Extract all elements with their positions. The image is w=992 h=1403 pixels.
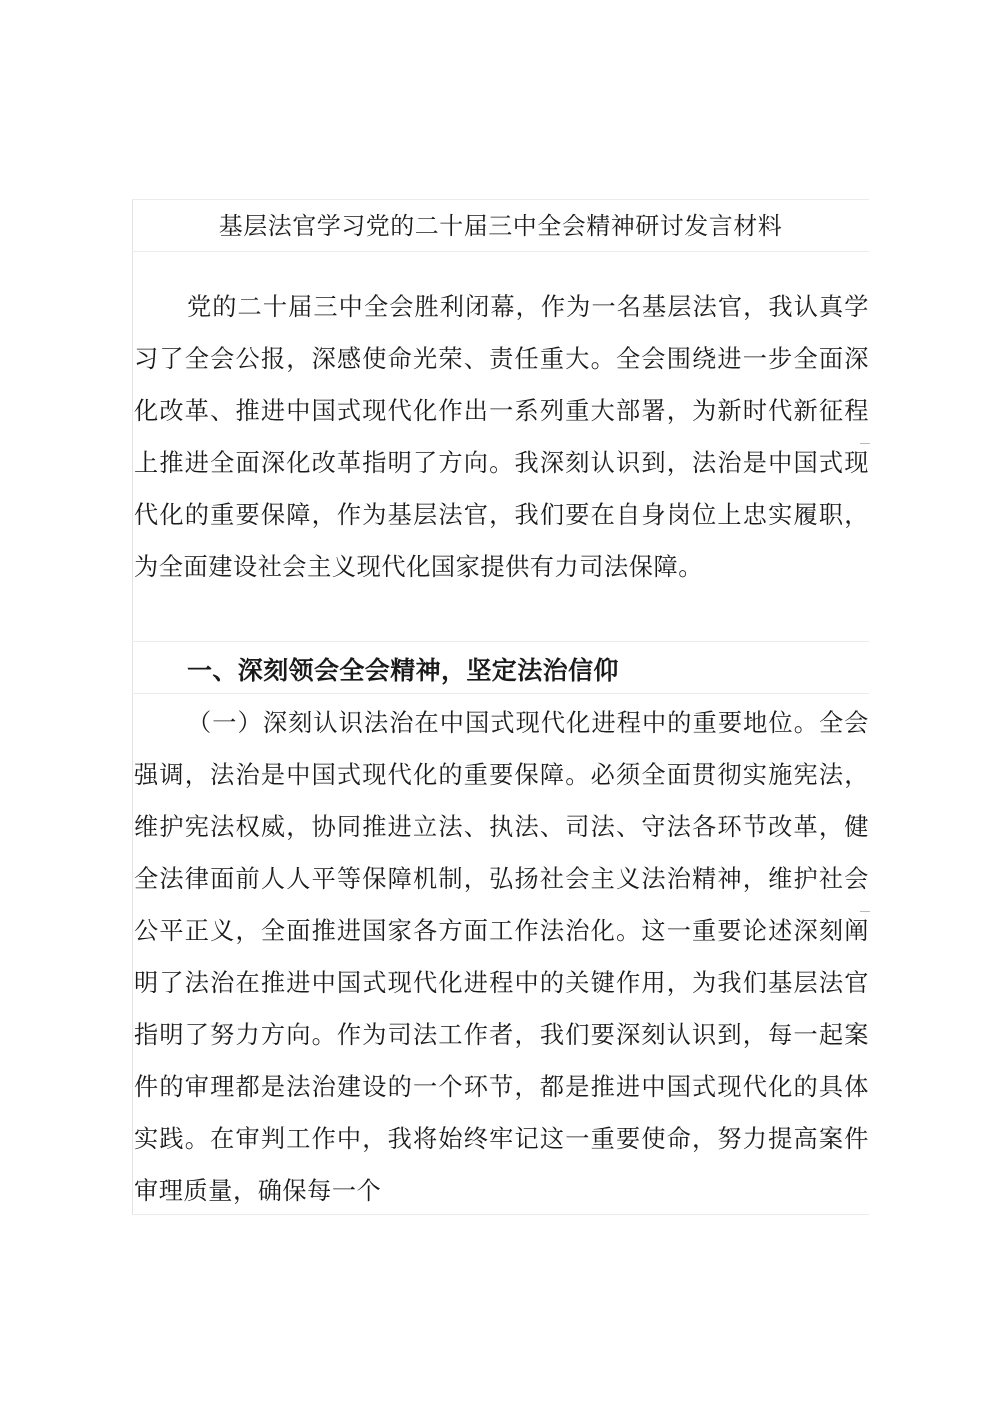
section-heading: 一、深刻领会全会精神，坚定法治信仰 xyxy=(187,656,619,685)
divider xyxy=(132,641,869,642)
document-title: 基层法官学习党的二十届三中全会精神研讨发言材料 xyxy=(218,212,783,240)
intro-paragraph: 党的二十届三中全会胜利闭幕，作为一名基层法官，我认真学习了全会公报，深感使命光荣、责任重大。全会围绕进一步全面深化改革、推进中国式现代化作出一系列重大部署，为新时代新征程上推进全面深化改革指明了方向。我深刻认识到，法治是中国式现代化的重要保障，作为基层法官，我们要在自身岗位上忠实履职，为全面建设社会主义现代化国家提供有力司法保障。 xyxy=(134,293,869,581)
body-paragraph: （一）深刻认识法治在中国式现代化进程中的重要地位。全会强调，法治是中国式现代化的重要保障。必须全面贯彻实施宪法，维护宪法权威，协同推进立法、执法、司法、守法各环节改革，健全法律面前人人平等保障机制，弘扬社会主义法治精神，维护社会公平正义，全面推进国家各方面工作法治化。这一重要论述深刻阐明了法治在推进中国式现代化进程中的关键作用，为我们基层法官指明了努力方向。作为司法工作者，我们要深刻认识到，每一起案件的审理都是法治建设的一个环节，都是推进中国式现代化的具体实践。在审判工作中，我将始终牢记这一重要使命，努力提高案件审理质量，确保每一个 xyxy=(134,709,869,1205)
divider xyxy=(132,199,869,200)
divider xyxy=(132,251,869,252)
